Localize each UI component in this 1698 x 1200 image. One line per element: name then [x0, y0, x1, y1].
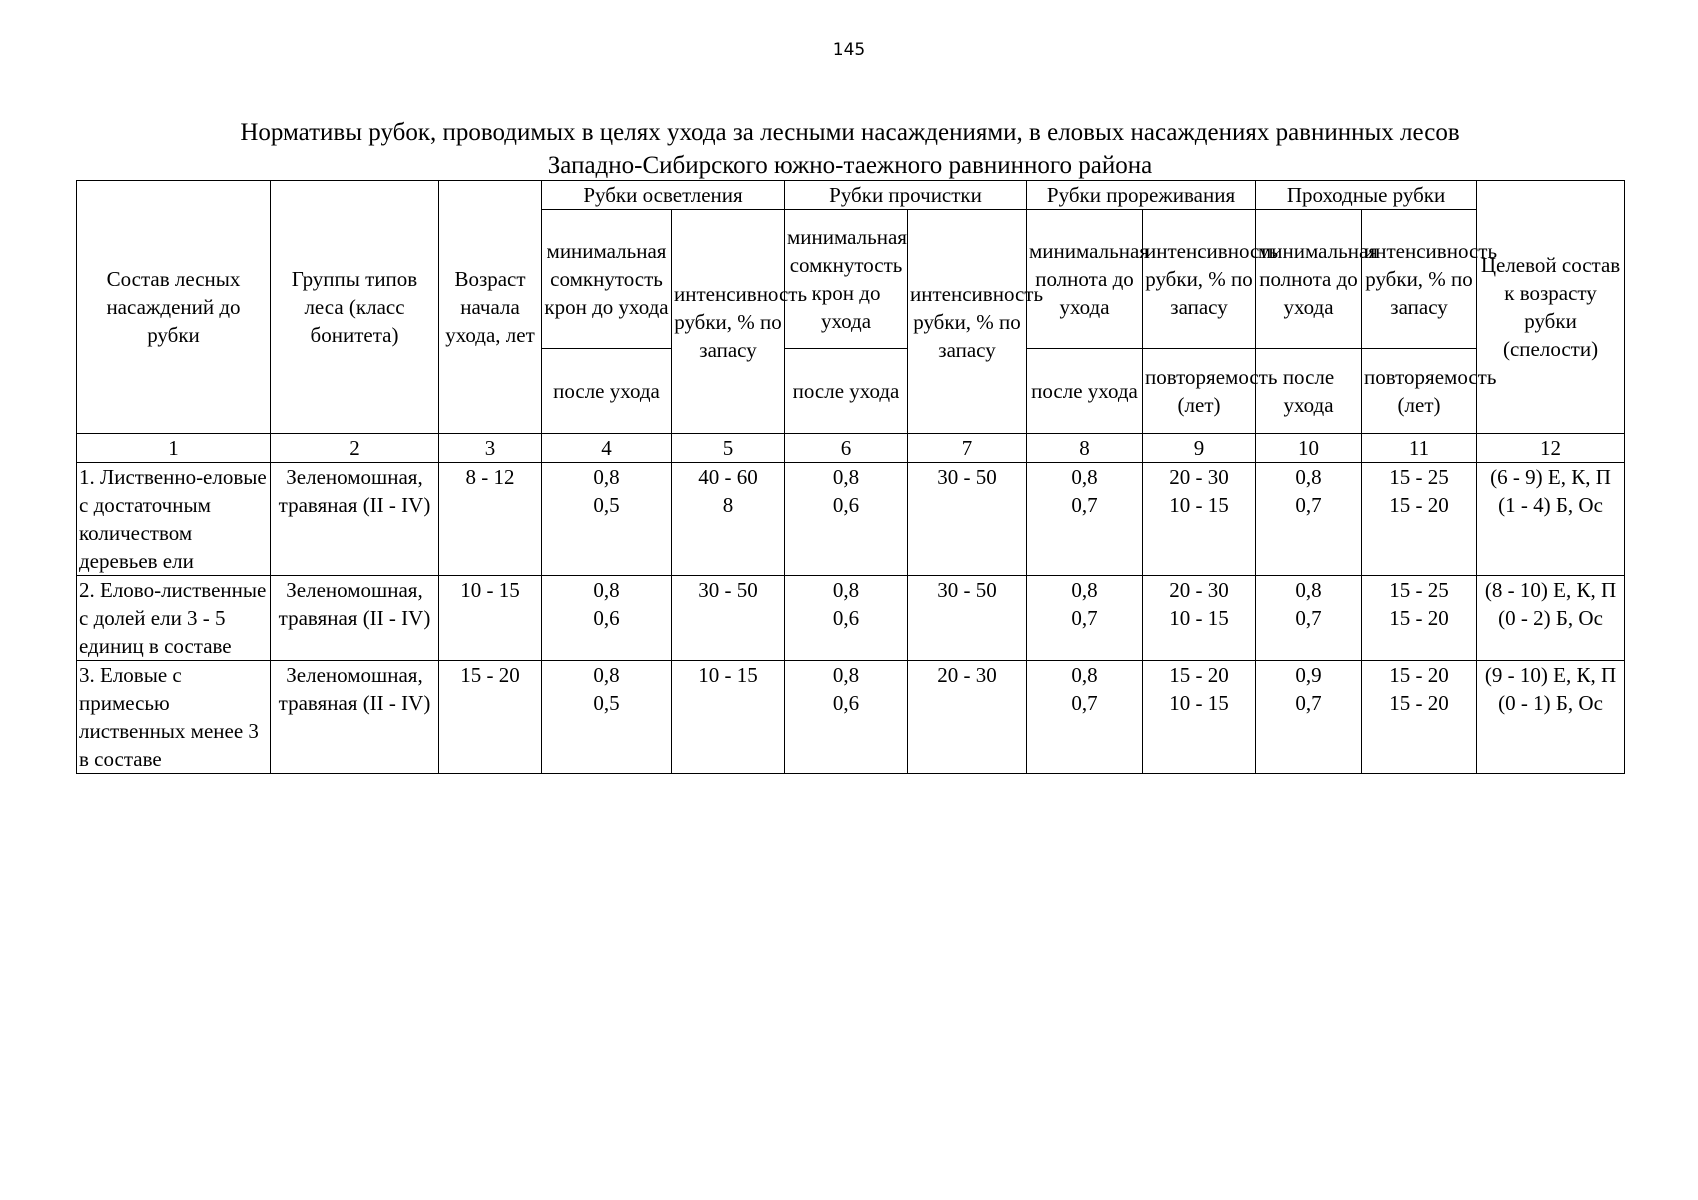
column-number: 1: [77, 434, 271, 463]
cell-c12: [1477, 661, 1625, 774]
cell-value: (6 - 9) Е, К, П: [1490, 465, 1611, 489]
cell-c7: [908, 661, 1027, 774]
cell-c11: [1362, 576, 1477, 661]
cell-start-age: 8 - 12: [439, 463, 542, 576]
cell-c9: [1143, 661, 1256, 774]
header-c6-min: минимальная сомкнутость крон до ухода: [785, 210, 908, 349]
cell-value: 15 - 20: [1389, 606, 1449, 630]
cell-value: 30 - 50: [937, 578, 997, 602]
norms-table: [76, 180, 1625, 774]
table-body: [77, 463, 1625, 774]
header-c6-after: после ухода: [785, 349, 908, 434]
title-line-1: Нормативы рубок, проводимых в целях ухода за лесными насаждениями, в еловых насаждениях равнинных лесов: [240, 119, 1460, 146]
cell-value: 30 - 50: [937, 465, 997, 489]
cell-value: 10 - 15: [698, 663, 758, 687]
cell-value: 0,7: [1071, 691, 1098, 715]
header-c4-after: после ухода: [542, 349, 672, 434]
cell-composition: 2. Елово-лиственные с долей ели 3 - 5 единиц в составе: [77, 576, 271, 661]
cell-c8: [1027, 576, 1143, 661]
cell-c10: [1256, 463, 1362, 576]
cell-start-age: 15 - 20: [439, 661, 542, 774]
cell-value: 8: [722, 493, 734, 517]
cell-c6: [785, 576, 908, 661]
cell-value: (0 - 2) Б, Ос: [1498, 606, 1603, 630]
cell-value: 0,7: [1295, 493, 1322, 517]
column-number: 7: [908, 434, 1027, 463]
cell-value: 0,8: [1295, 578, 1322, 602]
cell-c8: [1027, 661, 1143, 774]
cell-c7: [908, 463, 1027, 576]
table-row: [77, 661, 1625, 774]
header-group-clearing: Рубки осветления: [542, 181, 785, 210]
cell-value: 15 - 20: [1389, 691, 1449, 715]
cell-value: 15 - 20: [1389, 663, 1449, 687]
cell-value: 40 - 60: [698, 465, 758, 489]
cell-value: 10 - 15: [1169, 691, 1229, 715]
cell-value: 0,8: [1071, 578, 1098, 602]
page-number: 145: [832, 40, 866, 60]
header-row-groups: [77, 181, 1625, 210]
cell-value: 0,8: [832, 578, 860, 602]
header-c4-min: минимальная сомкнутость крон до ухода: [542, 210, 672, 349]
cell-c10: [1256, 661, 1362, 774]
cell-value: 10 - 15: [1169, 493, 1229, 517]
cell-c10: [1256, 576, 1362, 661]
cell-c5: [672, 463, 785, 576]
header-group-passage: Проходные рубки: [1256, 181, 1477, 210]
document-title: [76, 116, 1624, 182]
cell-value: 0,8: [1071, 465, 1098, 489]
cell-value: 20 - 30: [1169, 578, 1229, 602]
cell-value: 0,8: [832, 465, 860, 489]
cell-c7: [908, 576, 1027, 661]
column-number: 4: [542, 434, 672, 463]
cell-value: (1 - 4) Б, Ос: [1498, 493, 1603, 517]
cell-c9: [1143, 463, 1256, 576]
cell-c8: [1027, 463, 1143, 576]
cell-value: 30 - 50: [698, 578, 758, 602]
cell-value: 15 - 25: [1389, 578, 1449, 602]
cell-value: 0,6: [593, 606, 620, 630]
cell-c6: [785, 661, 908, 774]
cell-value: 15 - 25: [1389, 465, 1449, 489]
column-number: 6: [785, 434, 908, 463]
cell-c5: [672, 576, 785, 661]
column-number: 5: [672, 434, 785, 463]
column-number: 9: [1143, 434, 1256, 463]
cell-value: 0,5: [593, 691, 620, 715]
cell-value: 0,8: [832, 663, 860, 687]
cell-c4: [542, 463, 672, 576]
cell-value: 0,7: [1295, 606, 1322, 630]
cell-value: (8 - 10) Е, К, П: [1484, 578, 1617, 602]
header-start-age: Возраст начала ухода, лет: [439, 181, 542, 434]
column-number: 12: [1477, 434, 1625, 463]
cell-c11: [1362, 463, 1477, 576]
cell-c12: [1477, 576, 1625, 661]
cell-value: 0,7: [1071, 493, 1098, 517]
column-number: 3: [439, 434, 542, 463]
cell-c5: [672, 661, 785, 774]
cell-value: (9 - 10) Е, К, П: [1484, 663, 1617, 687]
header-c10-after: после ухода: [1256, 349, 1362, 434]
cell-value: 0,7: [1295, 691, 1322, 715]
cell-value: 20 - 30: [1169, 465, 1229, 489]
header-forest-type: Группы типов леса (класс бонитета): [271, 181, 439, 434]
cell-forest-type: Зеленомошная, травяная (II - IV): [271, 576, 439, 661]
table-row: [77, 463, 1625, 576]
cell-start-age: 10 - 15: [439, 576, 542, 661]
title-line-2: Западно-Сибирского южно-таежного равнинного района: [547, 152, 1153, 179]
cell-value: 0,5: [593, 493, 620, 517]
header-target-composition: Целевой состав к возрасту рубки (спелости): [1477, 181, 1625, 434]
cell-value: 0,8: [593, 578, 620, 602]
cell-value: 0,6: [832, 606, 860, 630]
cell-composition: 1. Лиственно-еловые с достаточным количеством деревьев ели: [77, 463, 271, 576]
cell-c6: [785, 463, 908, 576]
cell-value: 0,6: [832, 691, 860, 715]
cell-value: 0,9: [1295, 663, 1322, 687]
header-c11-intensity: интенсивность рубки, % по запасу: [1362, 210, 1477, 349]
cell-c9: [1143, 576, 1256, 661]
cell-value: 0,8: [593, 663, 620, 687]
cell-value: (0 - 1) Б, Ос: [1498, 691, 1603, 715]
cell-value: 10 - 15: [1169, 606, 1229, 630]
cell-value: 0,8: [1295, 465, 1322, 489]
cell-forest-type: Зеленомошная, травяная (II - IV): [271, 463, 439, 576]
cell-value: 15 - 20: [1169, 663, 1229, 687]
header-c8-after: после ухода: [1027, 349, 1143, 434]
cell-value: 0,8: [1071, 663, 1098, 687]
header-group-thinning: Рубки прореживания: [1027, 181, 1256, 210]
header-c11-repeat: повторяемость (лет): [1362, 349, 1477, 434]
column-number: 8: [1027, 434, 1143, 463]
cell-value: 0,7: [1071, 606, 1098, 630]
cell-forest-type: Зеленомошная, травяная (II - IV): [271, 661, 439, 774]
cell-c12: [1477, 463, 1625, 576]
header-composition: Состав лесных насаждений до рубки: [77, 181, 271, 434]
column-number: 10: [1256, 434, 1362, 463]
cell-value: 0,6: [832, 493, 860, 517]
column-number-row: [77, 434, 1625, 463]
cell-value: 20 - 30: [937, 663, 997, 687]
header-c9-repeat: повторяемость (лет): [1143, 349, 1256, 434]
cell-c4: [542, 576, 672, 661]
column-number: 2: [271, 434, 439, 463]
cell-composition: 3. Еловые с примесью лиственных менее 3 в составе: [77, 661, 271, 774]
header-c7-intensity: интенсивность рубки, % по запасу: [908, 210, 1027, 434]
header-c5-intensity: интенсивность рубки, % по запасу: [672, 210, 785, 434]
cell-c11: [1362, 661, 1477, 774]
cell-c4: [542, 661, 672, 774]
header-c8-min: минимальная полнота до ухода: [1027, 210, 1143, 349]
header-c9-intensity: интенсивность рубки, % по запасу: [1143, 210, 1256, 349]
header-c10-min: минимальная полнота до ухода: [1256, 210, 1362, 349]
cell-value: 15 - 20: [1389, 493, 1449, 517]
header-group-cleaning: Рубки прочистки: [785, 181, 1027, 210]
cell-value: 0,8: [593, 465, 620, 489]
table-row: [77, 576, 1625, 661]
column-number: 11: [1362, 434, 1477, 463]
